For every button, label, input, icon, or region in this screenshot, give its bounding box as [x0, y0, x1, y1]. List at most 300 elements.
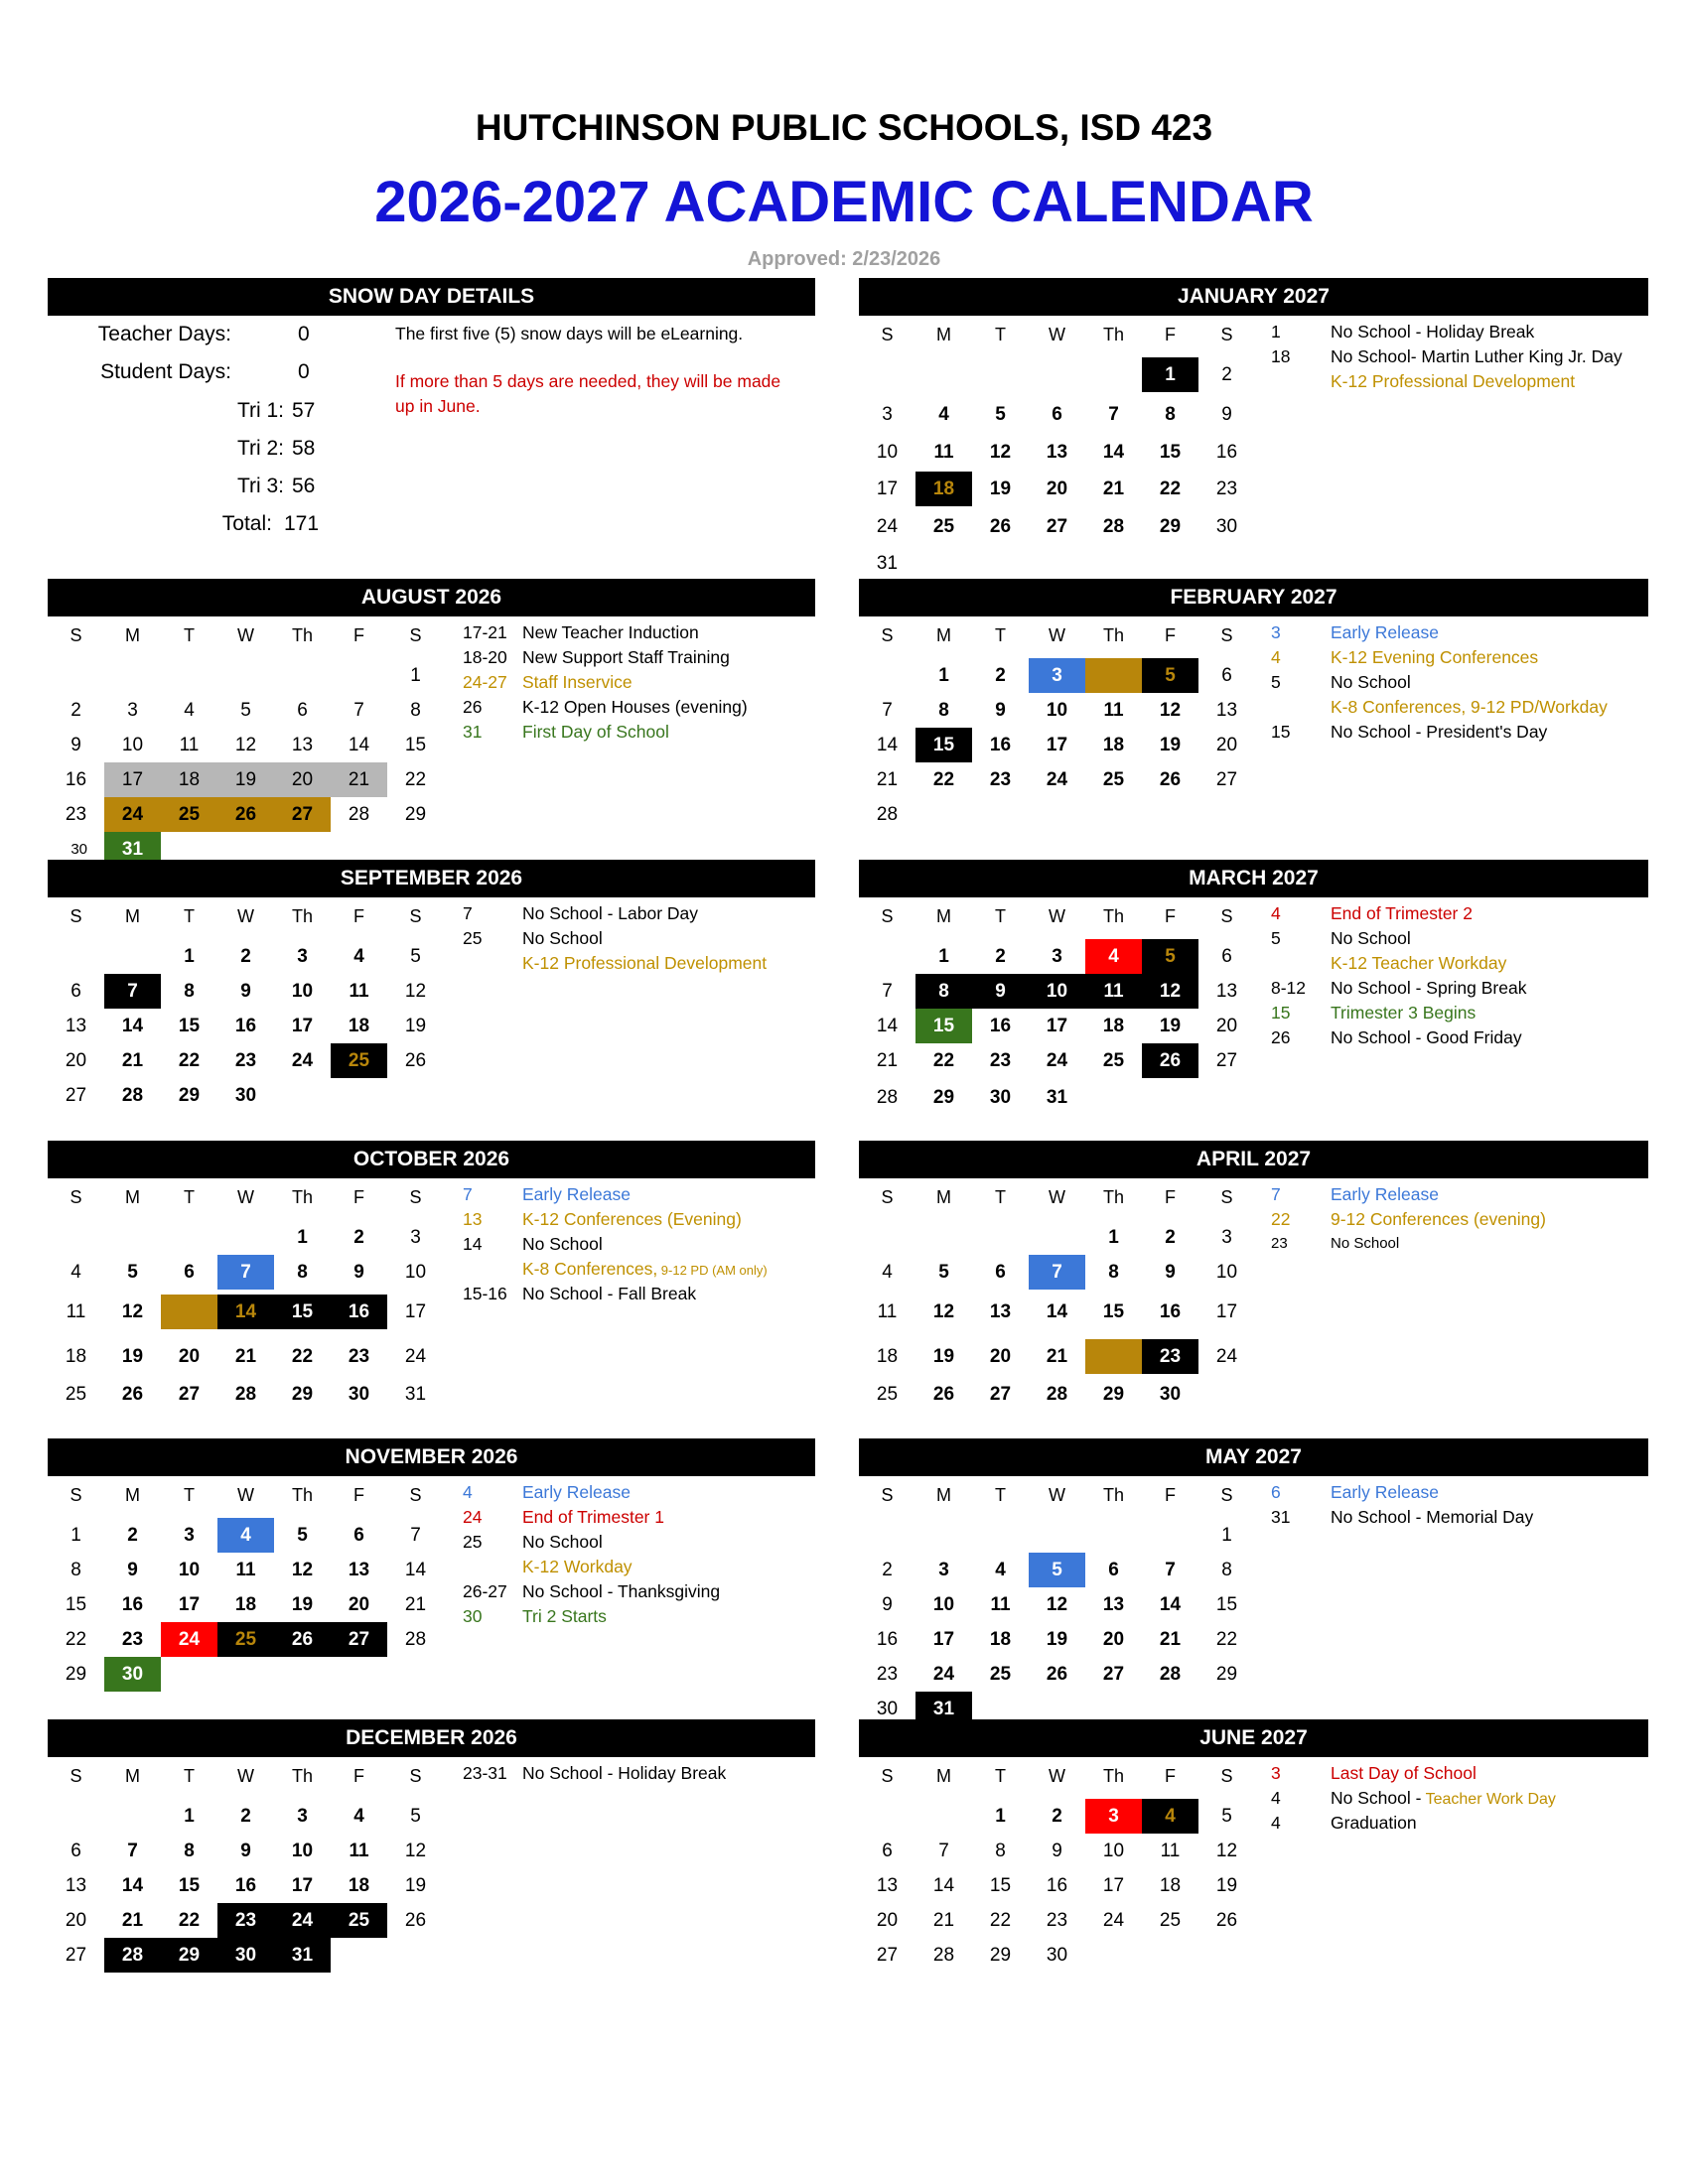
day-cell[interactable]: 29: [161, 1938, 217, 1973]
day-cell[interactable]: 12: [1159, 700, 1182, 721]
day-cell[interactable]: 17: [932, 1629, 955, 1650]
day-cell[interactable]: 15: [989, 1875, 1012, 1896]
day-cell[interactable]: 15: [404, 735, 427, 755]
day-cell[interactable]: 15: [1102, 1301, 1125, 1322]
day-cell[interactable]: 18: [1102, 735, 1125, 755]
day-cell[interactable]: 13: [876, 1875, 899, 1896]
day-cell[interactable]: 24: [1215, 1346, 1238, 1367]
day-cell[interactable]: 30: [348, 1384, 370, 1405]
day-cell[interactable]: 29: [989, 1945, 1012, 1966]
day-cell[interactable]: 7: [1029, 1255, 1085, 1290]
day-cell[interactable]: 6: [297, 700, 308, 721]
day-cell[interactable]: 27: [1215, 769, 1238, 790]
day-cell[interactable]: 18: [915, 472, 972, 506]
day-cell[interactable]: 18: [234, 1594, 257, 1615]
day-cell[interactable]: 26: [121, 1384, 144, 1405]
day-cell[interactable]: 17: [291, 1016, 314, 1036]
day-cell[interactable]: 28: [104, 1938, 161, 1973]
day-cell[interactable]: 15: [178, 1875, 201, 1896]
day-cell[interactable]: 27: [1215, 1050, 1238, 1071]
day-cell[interactable]: 8: [410, 700, 421, 721]
day-cell[interactable]: 29: [178, 1085, 201, 1106]
day-cell[interactable]: 21: [932, 1910, 955, 1931]
day-cell[interactable]: 28: [1159, 1664, 1182, 1685]
day-cell[interactable]: 27: [65, 1085, 87, 1106]
day-cell[interactable]: 4: [1085, 939, 1142, 974]
day-cell[interactable]: 27: [989, 1384, 1012, 1405]
day-cell[interactable]: 2: [1052, 1806, 1062, 1827]
day-cell[interactable]: 1: [70, 1525, 81, 1546]
day-cell[interactable]: 19: [404, 1875, 427, 1896]
day-cell[interactable]: 1: [1142, 357, 1198, 392]
day-cell[interactable]: 27: [1046, 516, 1068, 537]
day-cell[interactable]: 8: [297, 1262, 308, 1283]
day-cell[interactable]: 7: [410, 1525, 421, 1546]
day-cell[interactable]: 19: [291, 1594, 314, 1615]
day-cell[interactable]: 10: [1102, 1841, 1125, 1861]
day-cell[interactable]: 27: [65, 1945, 87, 1966]
day-cell[interactable]: 20: [1215, 735, 1238, 755]
day-cell[interactable]: 6: [995, 1262, 1006, 1283]
day-cell[interactable]: 12: [989, 442, 1012, 463]
day-cell[interactable]: 21: [876, 769, 899, 790]
day-cell[interactable]: 8: [938, 700, 949, 721]
day-cell[interactable]: 18: [161, 762, 217, 797]
day-cell[interactable]: 5: [410, 946, 421, 967]
day-cell[interactable]: 3: [297, 1806, 308, 1827]
day-cell[interactable]: 13: [348, 1560, 370, 1580]
day-cell[interactable]: 3: [184, 1525, 195, 1546]
day-cell[interactable]: 19: [121, 1346, 144, 1367]
day-cell[interactable]: 3: [882, 404, 893, 425]
day-cell[interactable]: 15: [1159, 442, 1182, 463]
day-cell[interactable]: 3: [127, 700, 138, 721]
day-cell[interactable]: 4: [882, 1262, 893, 1283]
day-cell[interactable]: 9: [882, 1594, 893, 1615]
day-cell[interactable]: [161, 1295, 217, 1329]
day-cell[interactable]: 21: [121, 1050, 144, 1071]
day-cell[interactable]: 12: [404, 1841, 427, 1861]
day-cell[interactable]: 11: [1160, 1841, 1181, 1861]
day-cell[interactable]: 24: [291, 1050, 314, 1071]
day-cell[interactable]: 16: [1215, 442, 1238, 463]
day-cell[interactable]: 5: [1142, 658, 1198, 693]
day-cell[interactable]: 10: [291, 981, 314, 1002]
day-cell[interactable]: [1085, 658, 1142, 693]
day-cell[interactable]: 4: [353, 946, 364, 967]
day-cell[interactable]: 28: [404, 1629, 427, 1650]
day-cell[interactable]: 7: [1165, 1560, 1176, 1580]
day-cell[interactable]: 9: [1052, 1841, 1062, 1861]
day-cell[interactable]: 1: [297, 1227, 308, 1248]
day-cell[interactable]: 12: [234, 735, 257, 755]
day-cell[interactable]: 2: [995, 665, 1006, 686]
day-cell[interactable]: 22: [178, 1050, 201, 1071]
day-cell[interactable]: 13: [291, 735, 314, 755]
day-cell[interactable]: 20: [274, 762, 331, 797]
day-cell[interactable]: 21: [876, 1050, 899, 1071]
day-cell[interactable]: 6: [70, 1841, 81, 1861]
day-cell[interactable]: 9: [353, 1262, 364, 1283]
day-cell[interactable]: 20: [65, 1050, 87, 1071]
day-cell[interactable]: 11: [66, 1301, 86, 1322]
day-cell[interactable]: 31: [274, 1938, 331, 1973]
day-cell[interactable]: 28: [1102, 516, 1125, 537]
day-cell[interactable]: 8: [1165, 404, 1176, 425]
day-cell[interactable]: 26: [932, 1384, 955, 1405]
day-cell[interactable]: 26: [217, 797, 274, 832]
day-cell[interactable]: 6: [1108, 1560, 1119, 1580]
day-cell[interactable]: 4: [995, 1560, 1006, 1580]
day-cell[interactable]: 21: [234, 1346, 257, 1367]
day-cell[interactable]: 18: [1159, 1875, 1182, 1896]
day-cell[interactable]: 31: [104, 832, 161, 867]
day-cell[interactable]: 30: [234, 1085, 257, 1106]
day-cell[interactable]: 13: [65, 1016, 87, 1036]
day-cell[interactable]: 2: [70, 700, 81, 721]
day-cell[interactable]: 14: [876, 735, 899, 755]
day-cell[interactable]: 26: [1159, 769, 1182, 790]
day-cell[interactable]: 26: [1046, 1664, 1068, 1685]
day-cell[interactable]: 4: [1142, 1799, 1198, 1834]
day-cell[interactable]: 28: [876, 804, 899, 825]
day-cell[interactable]: 17: [1215, 1301, 1238, 1322]
day-cell[interactable]: 14: [1046, 1301, 1068, 1322]
day-cell[interactable]: 23: [1046, 1910, 1068, 1931]
day-cell[interactable]: 14: [932, 1875, 955, 1896]
day-cell[interactable]: 22: [932, 769, 955, 790]
day-cell[interactable]: 15: [915, 728, 972, 762]
day-cell[interactable]: 22: [1159, 478, 1182, 499]
day-cell[interactable]: 10: [1029, 974, 1085, 1009]
day-cell[interactable]: 30: [217, 1938, 274, 1973]
day-cell[interactable]: 25: [331, 1043, 387, 1078]
day-cell[interactable]: 19: [1215, 1875, 1238, 1896]
day-cell[interactable]: 20: [1046, 478, 1068, 499]
day-cell[interactable]: 18: [65, 1346, 87, 1367]
day-cell[interactable]: 28: [348, 804, 370, 825]
day-cell[interactable]: 25: [932, 516, 955, 537]
day-cell[interactable]: 3: [938, 1560, 949, 1580]
day-cell[interactable]: 6: [1221, 665, 1232, 686]
day-cell[interactable]: 20: [348, 1594, 370, 1615]
day-cell[interactable]: 2: [882, 1560, 893, 1580]
day-cell[interactable]: 24: [876, 516, 899, 537]
day-cell[interactable]: 3: [1085, 1799, 1142, 1834]
day-cell[interactable]: 14: [121, 1875, 144, 1896]
day-cell[interactable]: 10: [1046, 700, 1068, 721]
day-cell[interactable]: 30: [70, 841, 87, 858]
day-cell[interactable]: 19: [1159, 735, 1182, 755]
day-cell[interactable]: 3: [1029, 658, 1085, 693]
day-cell[interactable]: 16: [1159, 1301, 1182, 1322]
day-cell[interactable]: 4: [184, 700, 195, 721]
day-cell[interactable]: 14: [121, 1016, 144, 1036]
day-cell[interactable]: 13: [1215, 981, 1238, 1002]
day-cell[interactable]: 7: [882, 981, 893, 1002]
day-cell[interactable]: 9: [70, 735, 81, 755]
day-cell[interactable]: 25: [989, 1664, 1012, 1685]
day-cell[interactable]: 11: [877, 1301, 898, 1322]
day-cell[interactable]: 14: [404, 1560, 427, 1580]
day-cell[interactable]: 7: [882, 700, 893, 721]
day-cell[interactable]: 18: [348, 1875, 370, 1896]
day-cell[interactable]: 19: [1159, 1016, 1182, 1036]
day-cell[interactable]: 3: [1221, 1227, 1232, 1248]
day-cell[interactable]: 11: [933, 442, 954, 463]
day-cell[interactable]: 15: [915, 1009, 972, 1043]
day-cell[interactable]: 20: [65, 1910, 87, 1931]
day-cell[interactable]: 27: [1102, 1664, 1125, 1685]
day-cell[interactable]: 19: [217, 762, 274, 797]
day-cell[interactable]: 14: [217, 1295, 274, 1329]
day-cell[interactable]: 26: [404, 1050, 427, 1071]
day-cell[interactable]: 29: [932, 1087, 955, 1108]
day-cell[interactable]: 6: [1052, 404, 1062, 425]
day-cell[interactable]: 23: [348, 1346, 370, 1367]
day-cell[interactable]: 1: [1221, 1525, 1232, 1546]
day-cell[interactable]: 3: [410, 1227, 421, 1248]
day-cell[interactable]: 10: [291, 1841, 314, 1861]
day-cell[interactable]: 16: [1046, 1875, 1068, 1896]
day-cell[interactable]: 30: [1046, 1945, 1068, 1966]
day-cell[interactable]: 7: [353, 700, 364, 721]
day-cell[interactable]: 1: [184, 946, 195, 967]
day-cell[interactable]: 8: [1108, 1262, 1119, 1283]
day-cell[interactable]: 12: [121, 1301, 144, 1322]
day-cell[interactable]: 31: [404, 1384, 427, 1405]
day-cell[interactable]: 30: [876, 1699, 899, 1719]
day-cell[interactable]: 29: [291, 1384, 314, 1405]
day-cell[interactable]: 28: [876, 1087, 899, 1108]
day-cell[interactable]: 29: [1215, 1664, 1238, 1685]
day-cell[interactable]: 6: [882, 1841, 893, 1861]
day-cell[interactable]: 4: [217, 1518, 274, 1553]
day-cell[interactable]: 5: [410, 1806, 421, 1827]
day-cell[interactable]: 5: [297, 1525, 308, 1546]
day-cell[interactable]: 14: [1102, 442, 1125, 463]
day-cell[interactable]: 3: [297, 946, 308, 967]
day-cell[interactable]: 22: [404, 769, 427, 790]
day-cell[interactable]: 22: [989, 1910, 1012, 1931]
day-cell[interactable]: 19: [932, 1346, 955, 1367]
day-cell[interactable]: 31: [1046, 1087, 1068, 1108]
day-cell[interactable]: 1: [1108, 1227, 1119, 1248]
day-cell[interactable]: 21: [1046, 1346, 1068, 1367]
day-cell[interactable]: 26: [989, 516, 1012, 537]
day-cell[interactable]: 11: [990, 1594, 1011, 1615]
day-cell[interactable]: 9: [1221, 404, 1232, 425]
day-cell[interactable]: 26: [1142, 1043, 1198, 1078]
day-cell[interactable]: 2: [1221, 364, 1232, 385]
day-cell[interactable]: 16: [65, 769, 87, 790]
day-cell[interactable]: 1: [938, 665, 949, 686]
day-cell[interactable]: 16: [989, 735, 1012, 755]
day-cell[interactable]: 7: [938, 1841, 949, 1861]
day-cell[interactable]: 8: [915, 974, 972, 1009]
day-cell[interactable]: 27: [876, 1945, 899, 1966]
day-cell[interactable]: 13: [1102, 1594, 1125, 1615]
day-cell[interactable]: 17: [404, 1301, 427, 1322]
day-cell[interactable]: 2: [995, 946, 1006, 967]
day-cell[interactable]: 23: [121, 1629, 144, 1650]
day-cell[interactable]: 21: [1102, 478, 1125, 499]
day-cell[interactable]: 7: [127, 1841, 138, 1861]
day-cell[interactable]: 20: [178, 1346, 201, 1367]
day-cell[interactable]: 11: [1103, 700, 1124, 721]
day-cell[interactable]: 15: [65, 1594, 87, 1615]
day-cell[interactable]: 23: [65, 804, 87, 825]
day-cell[interactable]: 1: [938, 946, 949, 967]
day-cell[interactable]: 15: [1215, 1594, 1238, 1615]
day-cell[interactable]: 20: [1102, 1629, 1125, 1650]
day-cell[interactable]: 19: [404, 1016, 427, 1036]
day-cell[interactable]: 8: [70, 1560, 81, 1580]
day-cell[interactable]: 17: [1046, 735, 1068, 755]
day-cell[interactable]: 4: [938, 404, 949, 425]
day-cell[interactable]: 1: [184, 1806, 195, 1827]
day-cell[interactable]: 21: [331, 762, 387, 797]
day-cell[interactable]: 10: [121, 735, 144, 755]
day-cell[interactable]: 5: [1221, 1806, 1232, 1827]
day-cell[interactable]: 21: [1159, 1629, 1182, 1650]
day-cell[interactable]: 21: [121, 1910, 144, 1931]
day-cell[interactable]: 26: [1215, 1910, 1238, 1931]
day-cell[interactable]: 19: [1046, 1629, 1068, 1650]
day-cell[interactable]: 31: [915, 1692, 972, 1726]
day-cell[interactable]: 23: [1215, 478, 1238, 499]
day-cell[interactable]: 12: [291, 1560, 314, 1580]
day-cell[interactable]: 30: [1215, 516, 1238, 537]
day-cell[interactable]: 24: [161, 1622, 217, 1657]
day-cell[interactable]: 8: [184, 1841, 195, 1861]
day-cell[interactable]: 17: [876, 478, 899, 499]
day-cell[interactable]: 28: [234, 1384, 257, 1405]
day-cell[interactable]: 22: [291, 1346, 314, 1367]
day-cell[interactable]: 1: [995, 1806, 1006, 1827]
day-cell[interactable]: 17: [291, 1875, 314, 1896]
day-cell[interactable]: 24: [932, 1664, 955, 1685]
day-cell[interactable]: 23: [989, 1050, 1012, 1071]
day-cell[interactable]: 6: [1221, 946, 1232, 967]
day-cell[interactable]: 19: [989, 478, 1012, 499]
day-cell[interactable]: 10: [876, 442, 899, 463]
day-cell[interactable]: 18: [876, 1346, 899, 1367]
day-cell[interactable]: 7: [217, 1255, 274, 1290]
day-cell[interactable]: 22: [1215, 1629, 1238, 1650]
day-cell[interactable]: 23: [876, 1664, 899, 1685]
day-cell[interactable]: 25: [1102, 1050, 1125, 1071]
day-cell[interactable]: 17: [1102, 1875, 1125, 1896]
day-cell[interactable]: 2: [127, 1525, 138, 1546]
day-cell[interactable]: 16: [989, 1016, 1012, 1036]
day-cell[interactable]: 23: [217, 1903, 274, 1938]
day-cell[interactable]: 11: [179, 735, 200, 755]
day-cell[interactable]: 30: [1159, 1384, 1182, 1405]
day-cell[interactable]: 30: [989, 1087, 1012, 1108]
day-cell[interactable]: 5: [240, 700, 251, 721]
day-cell[interactable]: 15: [178, 1016, 201, 1036]
day-cell[interactable]: 9: [127, 1560, 138, 1580]
day-cell[interactable]: 23: [989, 769, 1012, 790]
day-cell[interactable]: 13: [65, 1875, 87, 1896]
day-cell[interactable]: 25: [161, 797, 217, 832]
day-cell[interactable]: 16: [234, 1875, 257, 1896]
day-cell[interactable]: 27: [331, 1622, 387, 1657]
day-cell[interactable]: 10: [404, 1262, 427, 1283]
day-cell[interactable]: 1: [410, 665, 421, 686]
day-cell[interactable]: 13: [989, 1301, 1012, 1322]
day-cell[interactable]: 18: [989, 1629, 1012, 1650]
day-cell[interactable]: 14: [348, 735, 370, 755]
day-cell[interactable]: 24: [274, 1903, 331, 1938]
day-cell[interactable]: 10: [178, 1560, 201, 1580]
day-cell[interactable]: 27: [178, 1384, 201, 1405]
day-cell[interactable]: 11: [1085, 974, 1142, 1009]
day-cell[interactable]: 6: [70, 981, 81, 1002]
day-cell[interactable]: 8: [1221, 1560, 1232, 1580]
day-cell[interactable]: 20: [876, 1910, 899, 1931]
day-cell[interactable]: 11: [235, 1560, 256, 1580]
day-cell[interactable]: 29: [1159, 516, 1182, 537]
day-cell[interactable]: 9: [972, 974, 1029, 1009]
day-cell[interactable]: 30: [104, 1657, 161, 1692]
day-cell[interactable]: 24: [104, 797, 161, 832]
day-cell[interactable]: 14: [1159, 1594, 1182, 1615]
day-cell[interactable]: 22: [178, 1910, 201, 1931]
day-cell[interactable]: 2: [240, 1806, 251, 1827]
day-cell[interactable]: 15: [274, 1295, 331, 1329]
day-cell[interactable]: 9: [1165, 1262, 1176, 1283]
day-cell[interactable]: 12: [1142, 974, 1198, 1009]
day-cell[interactable]: 13: [1046, 442, 1068, 463]
day-cell[interactable]: 14: [876, 1016, 899, 1036]
day-cell[interactable]: 26: [274, 1622, 331, 1657]
day-cell[interactable]: 10: [932, 1594, 955, 1615]
day-cell[interactable]: 17: [104, 762, 161, 797]
day-cell[interactable]: 5: [938, 1262, 949, 1283]
day-cell[interactable]: 20: [1215, 1016, 1238, 1036]
day-cell[interactable]: 25: [217, 1622, 274, 1657]
day-cell[interactable]: 16: [121, 1594, 144, 1615]
day-cell[interactable]: 12: [1215, 1841, 1238, 1861]
day-cell[interactable]: 23: [1142, 1339, 1198, 1374]
day-cell[interactable]: 6: [353, 1525, 364, 1546]
day-cell[interactable]: 28: [1046, 1384, 1068, 1405]
day-cell[interactable]: 29: [65, 1664, 87, 1685]
day-cell[interactable]: 7: [104, 974, 161, 1009]
day-cell[interactable]: 2: [1165, 1227, 1176, 1248]
day-cell[interactable]: 25: [65, 1384, 87, 1405]
day-cell[interactable]: 9: [240, 1841, 251, 1861]
day-cell[interactable]: 18: [1102, 1016, 1125, 1036]
day-cell[interactable]: [1085, 1339, 1142, 1374]
day-cell[interactable]: 5: [1142, 939, 1198, 974]
day-cell[interactable]: 28: [121, 1085, 144, 1106]
day-cell[interactable]: 10: [1215, 1262, 1238, 1283]
day-cell[interactable]: 16: [876, 1629, 899, 1650]
day-cell[interactable]: 5: [127, 1262, 138, 1283]
day-cell[interactable]: 24: [404, 1346, 427, 1367]
day-cell[interactable]: 8: [184, 981, 195, 1002]
day-cell[interactable]: 29: [1102, 1384, 1125, 1405]
day-cell[interactable]: 24: [1046, 1050, 1068, 1071]
day-cell[interactable]: 31: [876, 553, 899, 574]
day-cell[interactable]: 22: [65, 1629, 87, 1650]
day-cell[interactable]: 22: [932, 1050, 955, 1071]
day-cell[interactable]: 2: [240, 946, 251, 967]
day-cell[interactable]: 26: [404, 1910, 427, 1931]
